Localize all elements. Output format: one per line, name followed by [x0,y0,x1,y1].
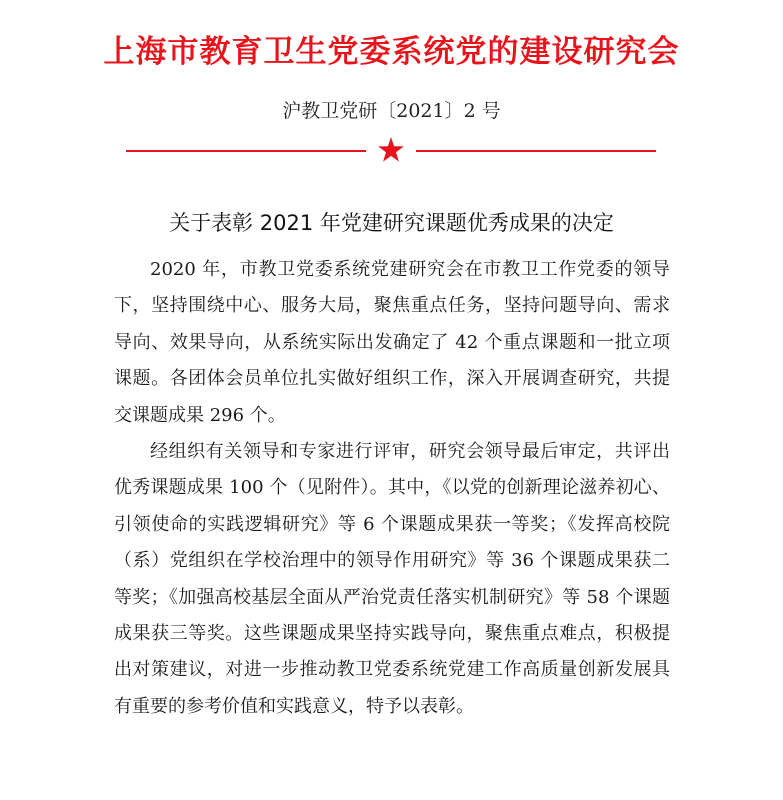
paragraph: 经组织有关领导和专家进行评审，研究会领导最后审定，共评出优秀课题成果 100 个（见附件）。其中，《以党的创新理论滋养初心、引领使命的实践逻辑研究》等 6 个课题成果获一等奖；《发挥高校院（系）党组织在学校治理中的领导作用研究》等 36 个课题成果获二等奖；《加强高校基层全面从严治党责任落实机制研究》等 58 个课题成果获三等奖。这些课题成果坚持实践导向，聚焦重点难点，积极提出对策建议，对进一步推动教卫党委系统党建工作高质量创新发展具有重要的参考价值和实践意义，特予以表彰。 [114,441,670,717]
red-divider [126,150,656,152]
divider-line-right [416,150,656,152]
paragraph: 2020 年，市教卫党委系统党建研究会在市教卫工作党委的领导下，坚持围绕中心、服务大局，聚焦重点任务，坚持问题导向、需求导向、效果导向，从系统实际出发确定了 42 个重点课题和一批立项课题。各团体会员单位扎实做好组织工作，深入开展调查研究，共提交课题成果 296 个。 [114,259,670,426]
document-body [114,252,670,725]
divider-line-left [126,150,366,152]
red-star-icon [377,136,405,164]
organization-header-title: 上海市教育卫生党委系统党的建设研究会 [103,34,680,70]
document-number: 沪教卫党研〔2021〕2 号 [282,100,501,122]
decision-title: 关于表彰 2021 年党建研究课题优秀成果的决定 [169,211,614,235]
